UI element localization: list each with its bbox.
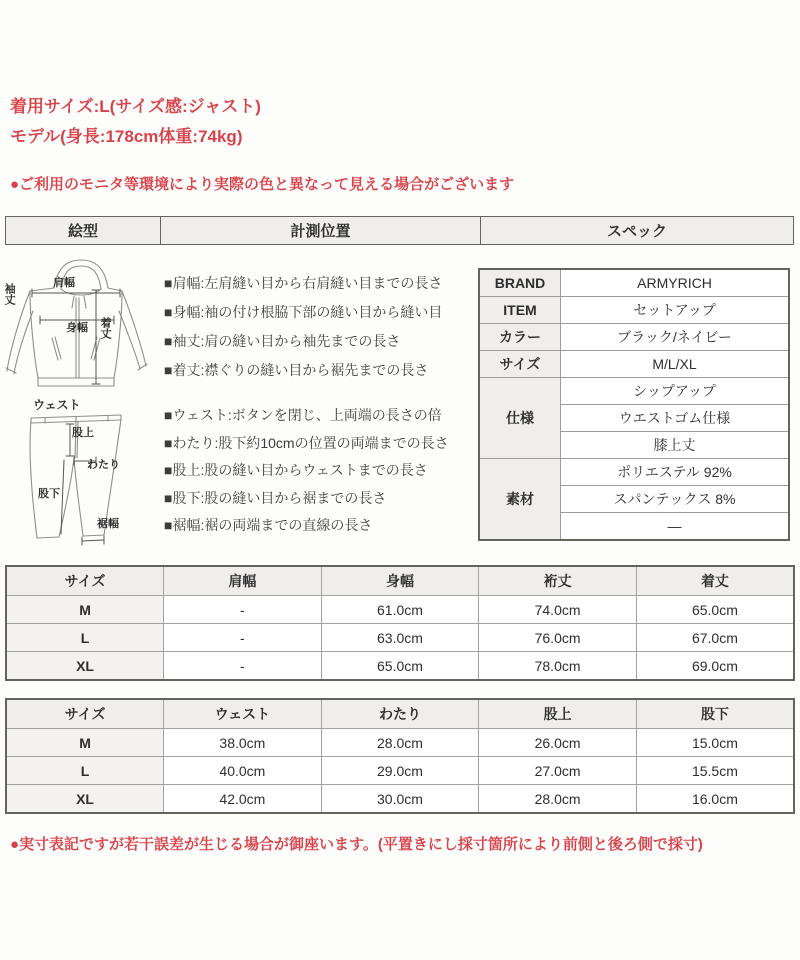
cell: 67.0cm <box>636 624 794 652</box>
col-header-bodywidth: 身幅 <box>321 566 479 596</box>
table-row <box>6 624 794 652</box>
spec-feature-value: ウエストゴム仕様 <box>561 405 790 432</box>
spec-size-value: M/L/XL <box>561 351 790 378</box>
table-row <box>6 785 794 814</box>
spec-brand-label: BRAND <box>479 269 561 297</box>
cell: 29.0cm <box>321 757 479 785</box>
pants-hem-label: 裾幅 <box>97 518 119 530</box>
col-header-waist: ウェスト <box>164 699 322 729</box>
cell: 63.0cm <box>321 624 479 652</box>
table-header-row <box>6 566 794 596</box>
spec-feature-value: シップアップ <box>561 378 790 405</box>
spec-row-brand <box>479 269 789 297</box>
spec-color-value: ブラック/ネイビー <box>561 324 790 351</box>
measure-def-bodywidth: ■身幅:袖の付け根脇下部の縫い目から縫い目 <box>164 304 443 320</box>
cell: 74.0cm <box>479 596 637 624</box>
pants-rise-label: 股上 <box>72 427 94 439</box>
measure-def-sleeve: ■袖丈:肩の縫い目から袖先までの長さ <box>164 333 401 349</box>
spec-material-value: — <box>561 513 790 541</box>
size-xl-label: XL <box>6 785 164 814</box>
cell: - <box>164 652 322 681</box>
cell: 38.0cm <box>164 729 322 757</box>
cell: 27.0cm <box>479 757 637 785</box>
measurement-disclaimer-note: ●実寸表記ですが若干誤差が生じる場合が御座います。(平置きにし採寸箇所により前側と後ろ側で採寸) <box>10 836 703 853</box>
jacket-size-table <box>5 565 795 681</box>
guide-header-row <box>5 216 794 245</box>
col-header-rise: 股上 <box>479 699 637 729</box>
spec-table <box>478 268 790 541</box>
guide-header-measure-position: 計測位置 <box>161 217 481 244</box>
pants-inseam-label: 股下 <box>38 488 60 500</box>
measure-def-rise: ■股上:股の縫い目からウェストまでの長さ <box>164 462 428 478</box>
col-header-size: サイズ <box>6 699 164 729</box>
cell: 26.0cm <box>479 729 637 757</box>
measure-def-shoulder: ■肩幅:左肩縫い目から右肩縫い目までの長さ <box>164 275 443 291</box>
measure-def-waist: ■ウェスト:ボタンを閉じ、上両端の長さの倍 <box>164 407 442 423</box>
spec-material-label: 素材 <box>479 459 561 541</box>
col-header-thigh: わたり <box>321 699 479 729</box>
measure-def-length: ■着丈:襟ぐりの縫い目から裾先までの長さ <box>164 362 429 378</box>
cell: 28.0cm <box>321 729 479 757</box>
col-header-length: 着丈 <box>636 566 794 596</box>
cell: 69.0cm <box>636 652 794 681</box>
spec-feature-label: 仕様 <box>479 378 561 459</box>
table-row <box>6 729 794 757</box>
cell: 76.0cm <box>479 624 637 652</box>
col-header-inseam: 股下 <box>636 699 794 729</box>
guide-header-spec: スペック <box>606 223 667 240</box>
spec-row-feature <box>479 378 789 405</box>
guide-header-illustration: 絵型 <box>6 217 161 244</box>
size-l-label: L <box>6 757 164 785</box>
cell: 65.0cm <box>321 652 479 681</box>
col-header-shoulder: 肩幅 <box>164 566 322 596</box>
cell: 65.0cm <box>636 596 794 624</box>
table-row <box>6 596 794 624</box>
table-row <box>6 652 794 681</box>
jacket-shoulder-label: 肩幅 <box>53 277 75 289</box>
cell: 15.0cm <box>636 729 794 757</box>
cell: 42.0cm <box>164 785 322 814</box>
jacket-measure-definitions <box>164 269 482 385</box>
cell: - <box>164 624 322 652</box>
measure-def-thigh: ■わたり:股下約10cmの位置の両端までの長さ <box>164 434 449 451</box>
pants-illustration <box>0 396 162 548</box>
cell: 16.0cm <box>636 785 794 814</box>
size-m-label: M <box>6 596 164 624</box>
col-header-size: サイズ <box>6 566 164 596</box>
pants-thigh-label: わたり <box>87 459 120 471</box>
measure-def-inseam: ■股下:股の縫い目から裾までの長さ <box>164 489 387 506</box>
cell: 61.0cm <box>321 596 479 624</box>
spec-feature-value: 膝上丈 <box>561 432 790 459</box>
wear-size-note: 着用サイズ:L(サイズ感:ジャスト) <box>10 97 261 116</box>
cell: - <box>164 596 322 624</box>
cell: 30.0cm <box>321 785 479 814</box>
spec-color-label: カラー <box>479 324 561 351</box>
cell: 15.5cm <box>636 757 794 785</box>
size-l-label: L <box>6 624 164 652</box>
size-xl-label: XL <box>6 652 164 681</box>
model-info-note: モデル(身長:178cm体重:74kg) <box>10 127 243 146</box>
measure-def-hem: ■裾幅:裾の両端までの直線の長さ <box>164 517 373 533</box>
pants-measure-definitions <box>164 402 482 540</box>
spec-row-item <box>479 297 789 324</box>
size-m-label: M <box>6 729 164 757</box>
monitor-color-note: ●ご利用のモニタ等環境により実際の色と異なって見える場合がございます <box>10 176 515 193</box>
spec-brand-value: ARMYRICH <box>561 269 790 297</box>
jacket-length-label: 着丈 <box>99 317 112 339</box>
spec-size-label: サイズ <box>479 351 561 378</box>
cell: 78.0cm <box>479 652 637 681</box>
jacket-sleeve-label: 袖丈 <box>3 283 16 305</box>
table-row <box>6 757 794 785</box>
col-header-yuki: 裄丈 <box>479 566 637 596</box>
spec-row-color <box>479 324 789 351</box>
cell: 28.0cm <box>479 785 637 814</box>
spec-row-material <box>479 459 789 486</box>
spec-material-value: ポリエステル 92% <box>561 459 790 486</box>
pants-size-table <box>5 698 795 814</box>
spec-material-value: スパンテックス 8% <box>561 486 790 513</box>
cell: 40.0cm <box>164 757 322 785</box>
spec-item-value: セットアップ <box>561 297 790 324</box>
spec-row-size <box>479 351 789 378</box>
table-header-row <box>6 699 794 729</box>
pants-waist-label: ウェスト <box>33 398 81 412</box>
spec-item-label: ITEM <box>479 297 561 324</box>
jacket-bodywidth-label: 身幅 <box>66 322 88 334</box>
